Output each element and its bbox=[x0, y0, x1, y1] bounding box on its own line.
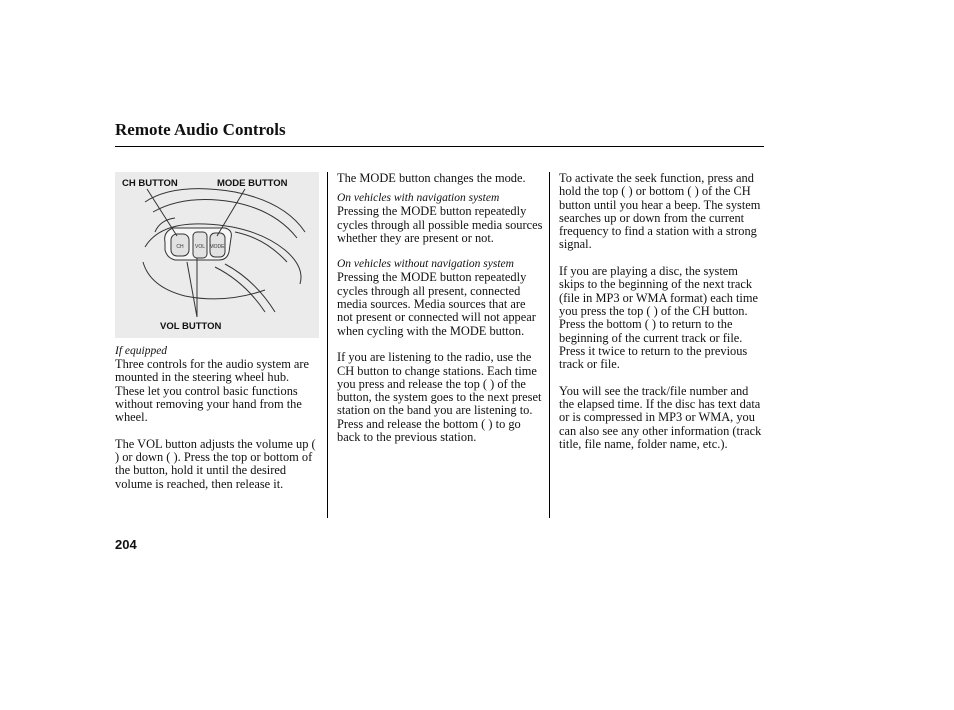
steering-wheel-drawing bbox=[115, 172, 319, 338]
col3-paragraph-1: To activate the seek function, press and hold the top ( ) or bottom ( ) of the CH button until you hear a beep. The system searches up or down from the current frequency to find a station with a strong signal. bbox=[559, 171, 761, 252]
title-rule bbox=[115, 146, 764, 147]
col2-paragraph-1: The MODE button changes the mode. bbox=[337, 171, 526, 185]
col1-paragraph-1: Three controls for the audio system are mounted in the steering wheel hub. These let you control basic functions without removing your hand from the wheel. bbox=[115, 357, 310, 425]
vol-button-callout: VOL BUTTON bbox=[160, 321, 222, 332]
ch-button-callout: CH BUTTON bbox=[122, 178, 178, 189]
col1-paragraph-2: The VOL button adjusts the volume up ( ) or down ( ). Press the top or bottom of the button, hold it until the desired volume is reached, then release it. bbox=[115, 436, 316, 491]
column-3 bbox=[559, 172, 764, 451]
column-1 bbox=[115, 345, 319, 491]
col2-paragraph-3: Pressing the MODE button repeatedly cycles through all present, connected media sources. Media sources that are not present or connected will not appear when cycling with the MODE button. bbox=[337, 270, 536, 338]
col3-paragraph-2: If you are playing a disc, the system skips to the beginning of the next track (file in MP3 or WMA format) each time you press the top ( ) of the CH button. Press the bottom ( ) to return to the beginning of the current track or file. Press it twice to return to the previous track or file. bbox=[559, 264, 759, 372]
mode-key-label: MODE bbox=[209, 244, 225, 250]
vol-key-label: VOL bbox=[194, 244, 206, 250]
steering-wheel-illustration bbox=[115, 172, 319, 338]
column-divider-2 bbox=[549, 172, 550, 518]
page-title: Remote Audio Controls bbox=[115, 120, 286, 139]
ch-key-label: CH bbox=[176, 244, 184, 250]
nav-system-heading: On vehicles with navigation system bbox=[337, 192, 500, 205]
column-2 bbox=[337, 172, 543, 444]
if-equipped-note: If equipped bbox=[115, 345, 168, 357]
mode-button-callout: MODE BUTTON bbox=[217, 178, 288, 189]
column-divider-1 bbox=[327, 172, 328, 518]
col2-paragraph-4: If you are listening to the radio, use the CH button to change stations. Each time you press and release the top ( ) of the button, the system goes to the next preset station on the band you are listening to. Press and release the bottom ( ) to go back to the previous station. bbox=[337, 350, 542, 445]
no-nav-system-heading: On vehicles without navigation system bbox=[337, 258, 514, 271]
page-number: 204 bbox=[115, 537, 137, 552]
col3-paragraph-3: You will see the track/file number and the elapsed time. If the disc has text data or is compressed in MP3 or WMA, you can also see any other information (track title, file name, folder name, etc.). bbox=[559, 383, 762, 451]
col2-paragraph-2: Pressing the MODE button repeatedly cycles through all possible media sources whether they are present or not. bbox=[337, 204, 543, 245]
